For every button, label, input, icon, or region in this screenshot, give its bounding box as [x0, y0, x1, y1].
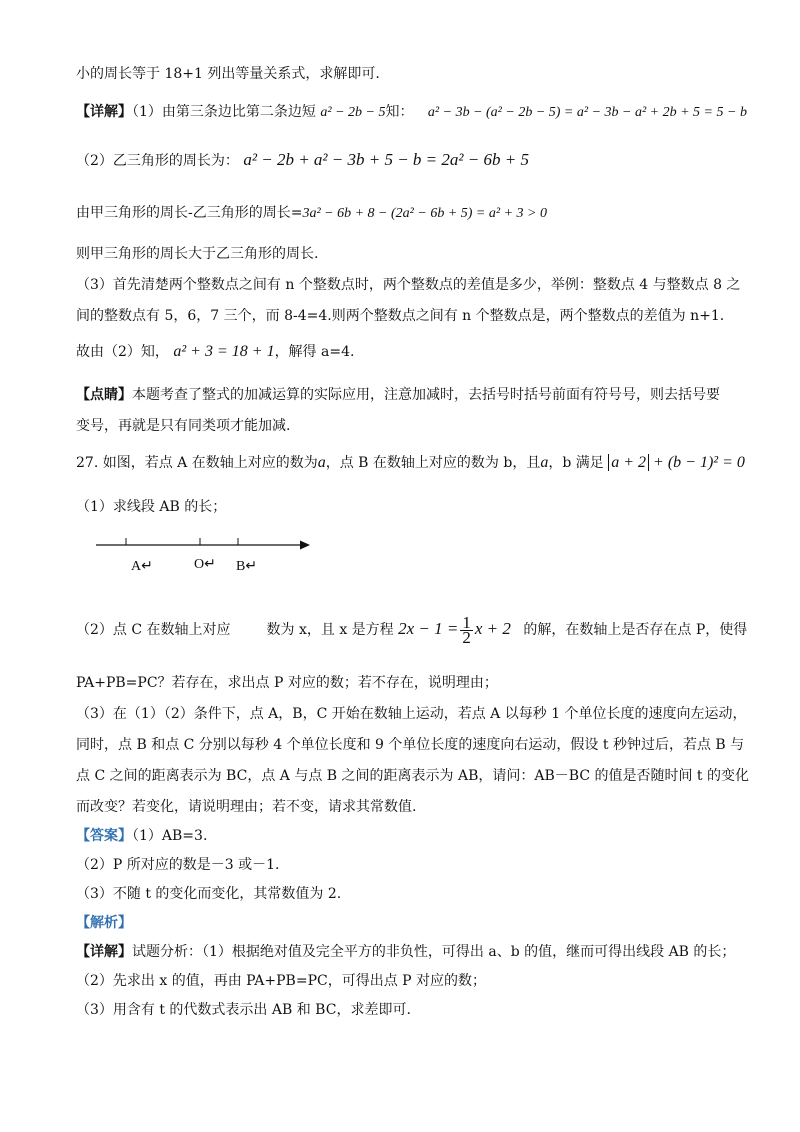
answer-line: （2）P 所对应的数是－3 或－1.: [76, 857, 280, 873]
number-line: [96, 532, 316, 558]
text-line: [76, 385, 720, 405]
fraction-numerator: 1: [462, 612, 471, 632]
text-fragment: 数为 x，且 x 是方程: [266, 622, 394, 638]
text-fragment: ，解得 a=4.: [274, 344, 355, 360]
answer-line: （3）不随 t 的变化而变化，其常数值为 2.: [76, 886, 342, 902]
remark-tag: 【点睛】: [76, 387, 132, 403]
detail-tag: 【详解】: [76, 104, 132, 120]
sub-question: [76, 611, 747, 648]
answer-text: （1）AB=3.: [132, 828, 208, 844]
text-fragment: 由甲三角形的周长-乙三角形的周长=: [76, 205, 303, 221]
text-fragment: 知：: [385, 104, 414, 120]
text-line: 而改变？若变化，请说明理由；若不变，请求其常数值.: [76, 799, 417, 815]
text-fragment: 的解，在数轴上是否存在点 P，使得: [523, 622, 748, 638]
math-expression: a² − 2b + a² − 3b + 5 − b = 2a² − 6b + 5: [243, 150, 529, 169]
point-label-b: B↵: [236, 559, 258, 574]
analysis-tag: 【解析】: [76, 915, 132, 931]
text-fragment: ，点 B 在数轴上对应的数为 b，且: [325, 455, 541, 471]
point-label-o: O↵: [194, 557, 216, 572]
analysis-line: （2）先求出 x 的值，再由 PA+PB=PC，可得出点 P 对应的数；: [76, 973, 487, 989]
math-expression: + (b − 1)² = 0: [653, 454, 745, 471]
text-line: 间的整数点有 5，6，7 三个，而 8-4=4.则两个整数点之间有 n 个整数点是，两个整数点的差值为 n+1.: [76, 308, 725, 324]
arrow-icon: [300, 541, 310, 550]
math-expression: a² − 2b − 5: [320, 105, 386, 120]
text-line: 则甲三角形的周长大于乙三角形的周长.: [76, 246, 319, 262]
analysis-line: [76, 942, 735, 962]
math-expression: 2x − 1 =: [398, 619, 459, 638]
math-expression: a² − 3b − (a² − 2b − 5) = a² − 3b − a² + 2b + 5 = 5 − b: [427, 105, 747, 120]
analysis-line: （3）用含有 t 的代数式表示出 AB 和 BC，求差即可.: [76, 1002, 411, 1018]
math-variable: a: [540, 454, 549, 471]
remark-text: 本题考查了整式的加减运算的实际应用，注意加减时，去括号时括号前面有符号号，则去括号要: [132, 387, 720, 403]
equation: [398, 612, 511, 647]
text-line: [76, 203, 547, 224]
fraction: [460, 612, 473, 647]
math-expression: 3a² − 6b + 8 − (2a² − 6b + 5) = a² + 3 > 0: [302, 206, 547, 221]
math-condition: [608, 454, 745, 471]
text-fragment: ，b 满足: [548, 455, 604, 471]
math-expression: x + 2: [474, 619, 511, 638]
math-variable: a: [317, 454, 326, 471]
text-line: 点 C 之间的距离表示为 BC，点 A 与点 B 之间的距离表示为 AB，请问：AB－BC 的值是否随时间 t 的变化: [76, 768, 750, 784]
text-fragment: 故由（2）知，: [76, 344, 169, 360]
point-label-a: A↵: [131, 559, 153, 574]
text-line: 变号，再就是只有同类项才能加减.: [76, 418, 291, 434]
detail-text: （1）由第三条边比第二条边短: [132, 104, 316, 120]
text-line: 小的周长等于 18+1 列出等量关系式，求解即可.: [76, 66, 380, 82]
detail-text: 试题分析：（1）根据绝对值及完全平方的非负性，可得出 a、b 的值，继而可得出线段 AB 的长；: [132, 944, 736, 960]
text-fragment: 27. 如图，若点 A 在数轴上对应的数为: [76, 455, 318, 471]
question-stem: [76, 453, 745, 473]
fraction-denominator: 2: [462, 627, 471, 647]
text-line: [76, 150, 529, 171]
abs-value: a + 2: [608, 454, 649, 471]
text-line: [76, 342, 354, 362]
text-line: （3）首先清楚两个整数点之间有 n 个整数点时，两个整数点的差值是多少，举例：整数点 4 与整数点 8 之: [76, 277, 741, 293]
answer-tag: 【答案】: [76, 828, 132, 844]
text-line: （3）在（1）（2）条件下，点 A，B，C 开始在数轴上运动，若点 A 以每秒 1 个单位长度的速度向左运动，: [76, 706, 747, 722]
math-expression: a² + 3 = 18 + 1: [173, 343, 275, 360]
text-line: PA+PB=PC？若存在，求出点 P 对应的数；若不存在，说明理由；: [76, 675, 498, 691]
text-fragment: （2）点 C 在数轴上对应: [76, 622, 231, 638]
detail-tag: 【详解】: [76, 944, 132, 960]
detail-line: [76, 102, 747, 123]
text-fragment: （2）乙三角形的周长为：: [76, 153, 239, 169]
text-line: 同时，点 B 和点 C 分别以每秒 4 个单位长度和 9 个单位长度的速度向右运动，假设 t 秒钟过后，若点 B 与: [76, 737, 745, 753]
answer-line: [76, 826, 207, 846]
sub-question: （1）求线段 AB 的长；: [76, 499, 227, 515]
